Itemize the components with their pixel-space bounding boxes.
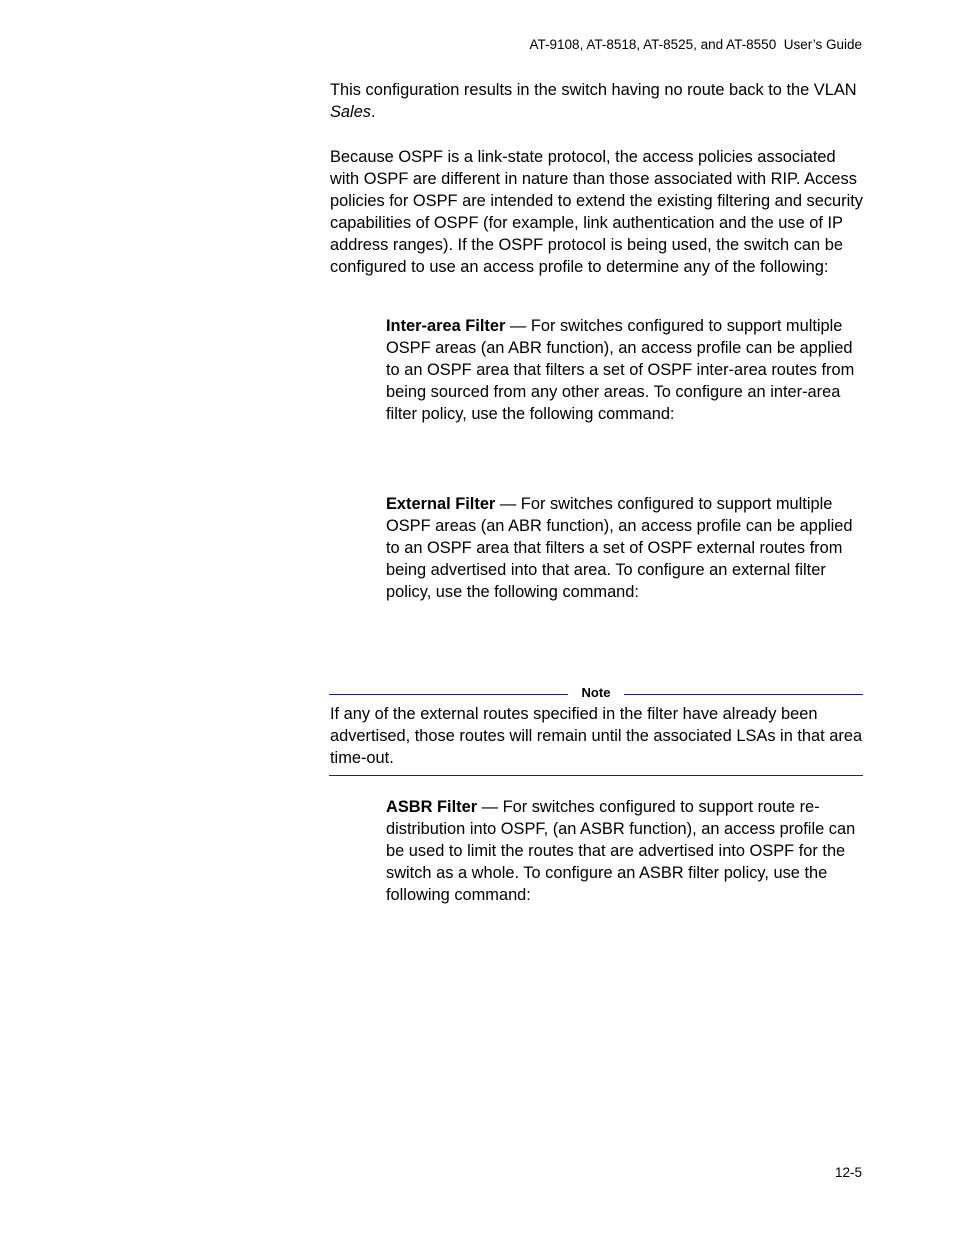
intro-end: .: [371, 103, 376, 121]
inter-area-filter-item: [386, 315, 864, 425]
note-rule-bottom: [329, 775, 863, 776]
asbr-term: ASBR Filter: [386, 798, 478, 816]
running-header: AT-9108, AT-8518, AT-8525, and AT-8550 User’s Guide: [529, 37, 862, 52]
inter-area-term: Inter-area Filter: [386, 317, 506, 335]
vlan-name: Sales: [330, 103, 372, 121]
asbr-filter-item: [386, 796, 864, 906]
external-term: External Filter: [386, 495, 496, 513]
external-text: — For switches configured to support multiple OSPF areas (an ABR function), an access profile can be applied to an OSPF area that filters a set of OSPF external routes from being advertised into that area. To configure an external filter policy, use the following command:: [386, 495, 853, 601]
asbr-text: — For switches configured to support route re-distribution into OSPF, (an ASBR function), an access profile can be used to limit the routes that are advertised into OSPF for the switch as a whole. To configure an ASBR filter policy, use the following command:: [386, 798, 856, 904]
external-filter-item: [386, 493, 864, 603]
ospf-paragraph: Because OSPF is a link-state protocol, the access policies associated with OSPF are different in nature than those associated with RIP. Access policies for OSPF are intended to extend the existing filtering and security capabilities of OSPF (for example, link authentication and the use of IP address ranges). If the OSPF protocol is being used, the switch can be configured to use an access profile to determine any of the following:: [330, 148, 863, 276]
note-rule-right: [624, 694, 863, 695]
note-label: Note: [581, 685, 611, 700]
inter-area-text: — For switches configured to support multiple OSPF areas (an ABR function), an access profile can be applied to an OSPF area that filters a set of OSPF inter-area routes from being sourced from any other areas. To configure an inter-area filter policy, use the following command:: [386, 317, 855, 423]
note-text: If any of the external routes specified in the filter have already been advertised, those routes will remain until the associated LSAs in that area time-out.: [330, 705, 863, 767]
intro-text: This configuration results in the switch having no route back to the VLAN: [330, 81, 857, 99]
page-number: 12-5: [834, 1165, 862, 1180]
intro-paragraph: [330, 79, 864, 123]
note-header: [329, 684, 863, 704]
